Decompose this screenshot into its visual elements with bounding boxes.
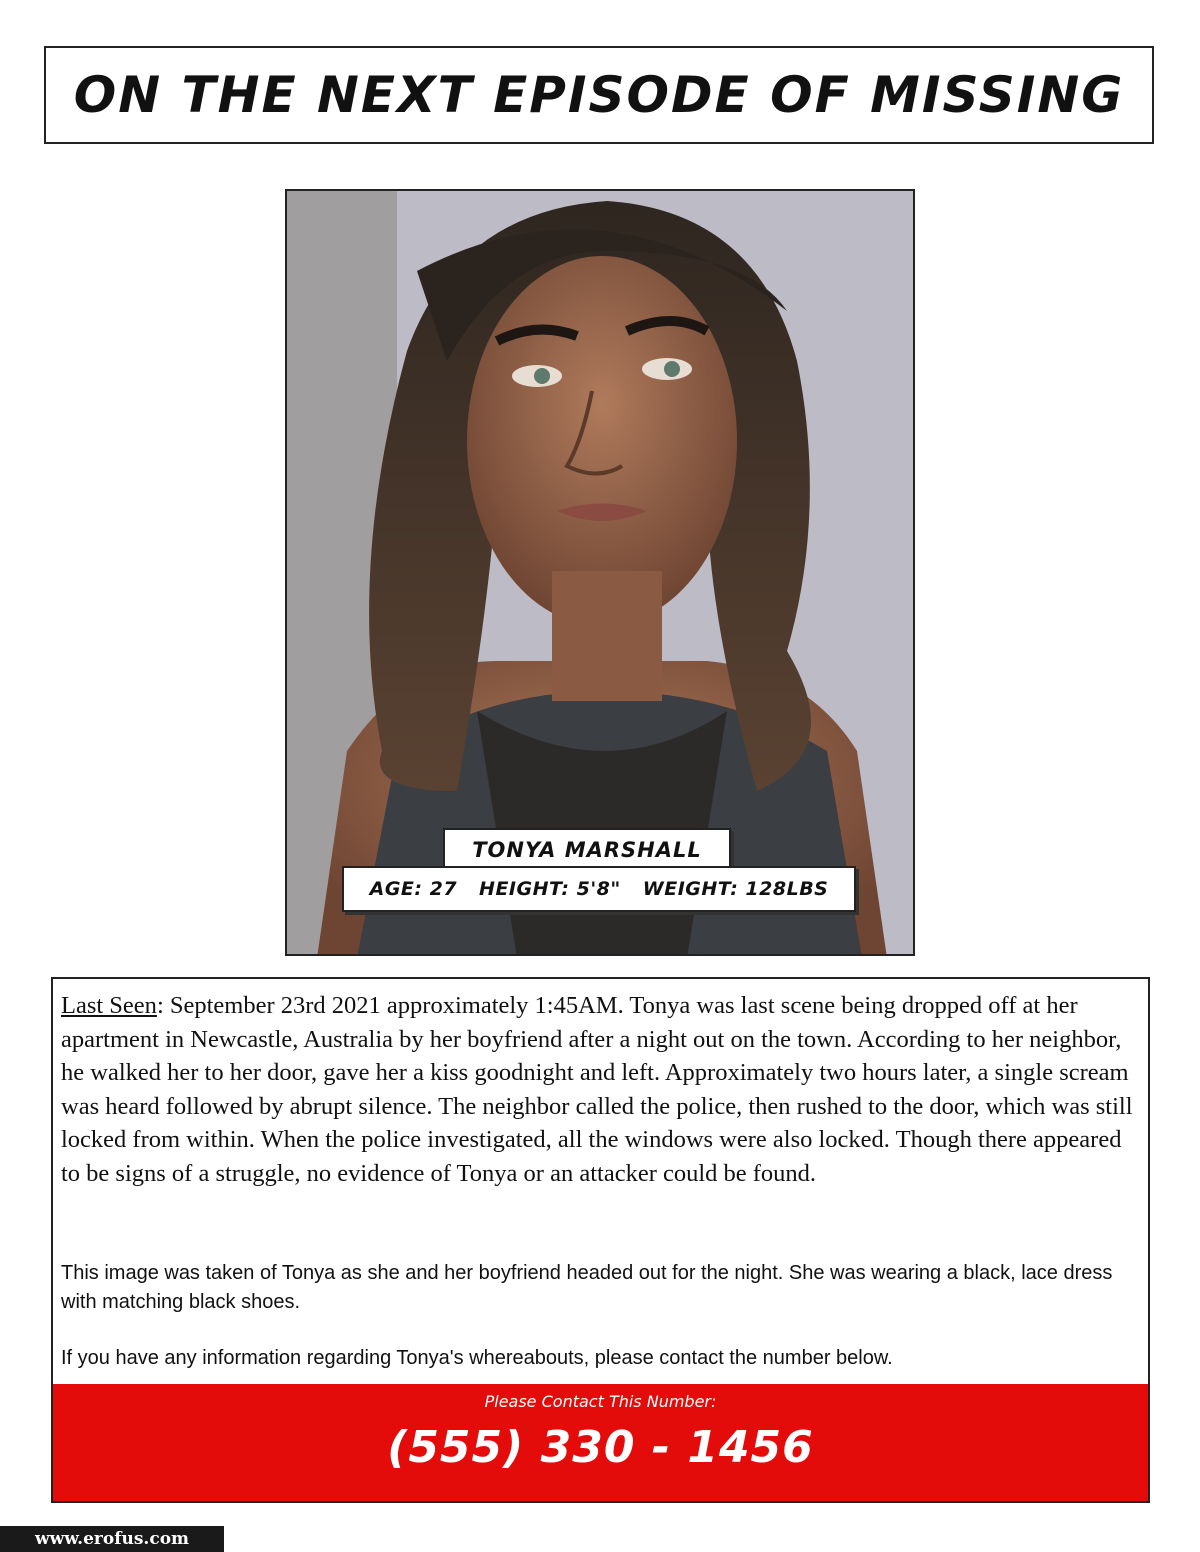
watermark: www.erofus.com bbox=[0, 1526, 224, 1552]
contact-label: Please Contact This Number: bbox=[484, 1392, 717, 1411]
last-seen-label: Last Seen bbox=[61, 992, 157, 1019]
title-box bbox=[44, 46, 1154, 144]
contact-band bbox=[53, 1384, 1148, 1501]
details-box bbox=[51, 977, 1150, 1503]
contact-note: If you have any information regarding Tonya's whereabouts, please contact the number below. bbox=[61, 1347, 893, 1369]
page-title: ON THE NEXT EPISODE OF MISSING bbox=[73, 66, 1125, 124]
image-note: This image was taken of Tonya as she and her boyfriend headed out for the night. She was wearing a black, lace dress with matching black shoes. bbox=[61, 1262, 1113, 1313]
phone-number: (555) 330 - 1456 bbox=[387, 1422, 814, 1473]
stats-label-box bbox=[342, 866, 856, 912]
last-seen-paragraph bbox=[61, 989, 1146, 1190]
height-stat: HEIGHT: 5'8" bbox=[479, 878, 621, 900]
person-name: TONYA MARSHALL bbox=[472, 838, 702, 862]
last-seen-text: : September 23rd 2021 approximately 1:45AM. Tonya was last scene being dropped off at her apartment in Newcastle, Australia by her boyfriend after a night out on the town. According to her neighbor, he walked her to her door, gave her a kiss goodnight and left. Approximately two hours later, a single scream was heard followed by abrupt silence. The neighbor called the police, then rushed to the door, which was still locked from within. When the police investigated, all the windows were also locked. Though there appeared to be signs of a struggle, no evidence of Tonya or an attacker could be found. bbox=[61, 992, 1133, 1187]
weight-stat: WEIGHT: 128LBS bbox=[642, 878, 829, 900]
age-stat: AGE: 27 bbox=[369, 878, 458, 900]
